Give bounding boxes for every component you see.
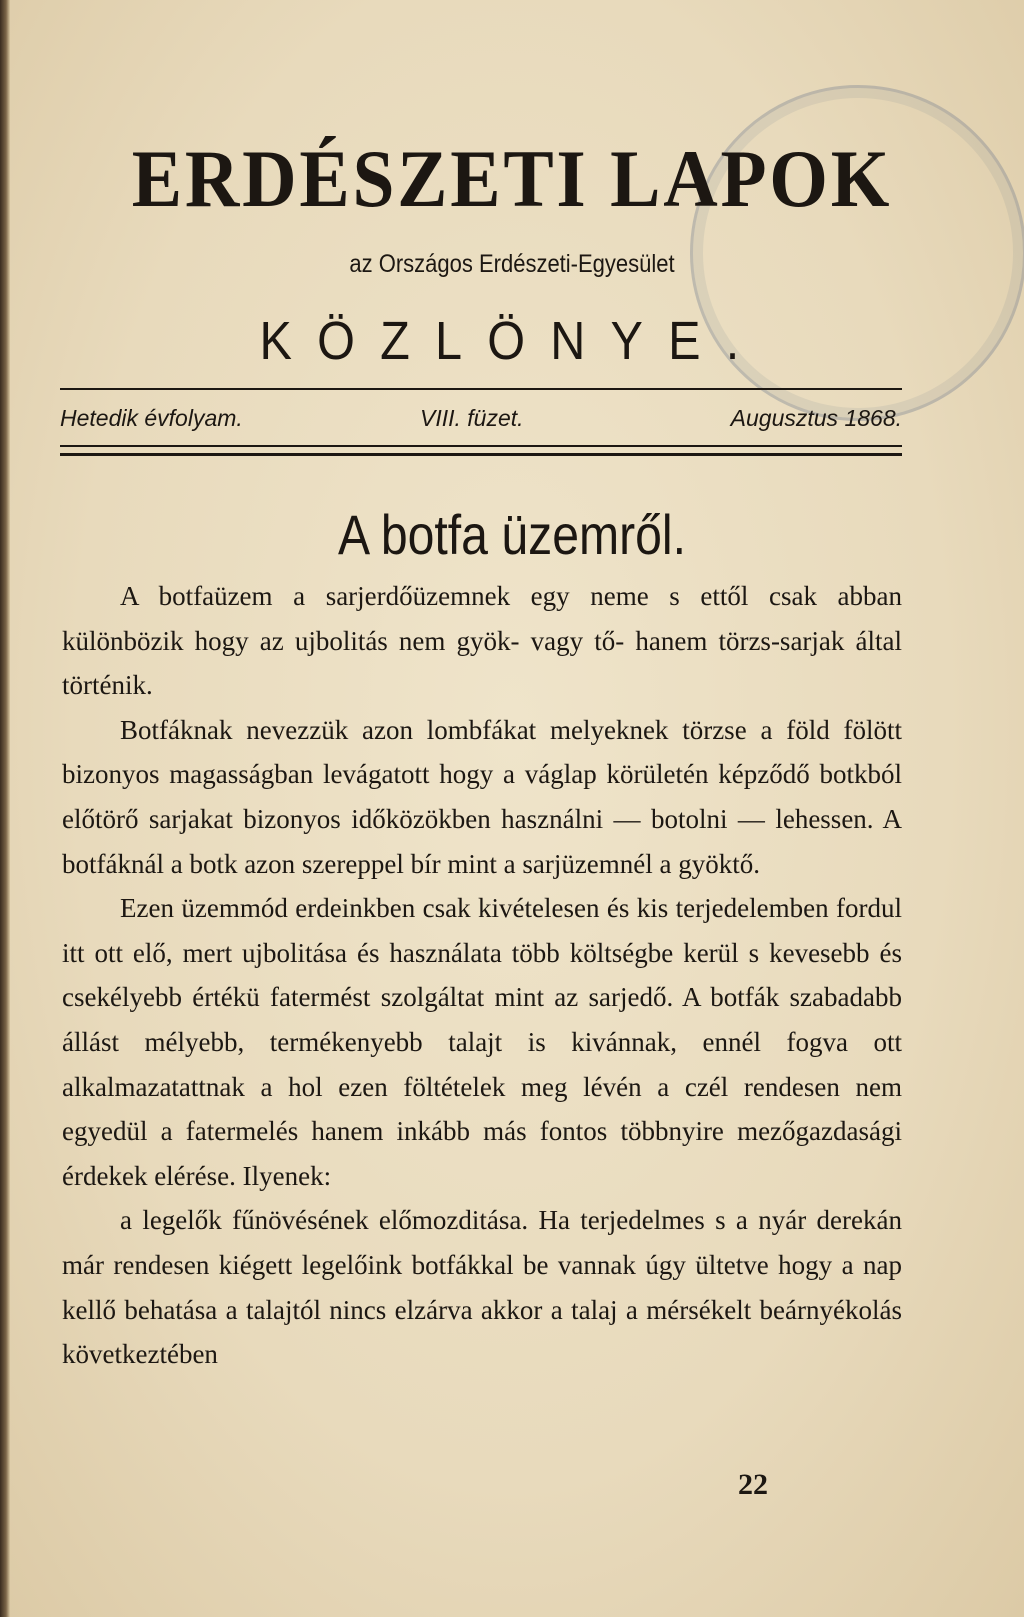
header-rule-top: [60, 388, 902, 390]
journal-kozlonye: KÖZLÖNYE.: [259, 311, 765, 371]
article-title: A botfa üzemről.: [337, 503, 687, 566]
journal-title: ERDÉSZETI LAPOK: [131, 133, 893, 224]
book-spine-edge: [0, 0, 10, 1617]
issue-info-line: [60, 405, 902, 439]
header-rule-bottom: [60, 445, 902, 456]
issue-volume: Hetedik évfolyam.: [60, 405, 243, 431]
paragraph: Ezen üzemmód erdeinkben csak kivételesen és kis terjedelemben fordul itt ott elő, mert ujbolitása és használata több költségbe kerül s kevesebb és csekélyebb értékü fatermést szolgáltat mint az sarjedő. A botfák szabadabb állást mélyebb, termékenyebb talajt is kivánnak, ennél fogva ott alkalmazatattnak a hol ezen föltételek meg lévén a czél rendesen nem egyedül a fatermelés hanem inkább más fontos többnyire mezőgazdasági érdekek elérése. Ilyenek:: [62, 893, 902, 1191]
issue-date: Augusztus 1868.: [730, 405, 902, 431]
page-number: 22: [738, 1468, 768, 1501]
paragraph: A botfaüzem a sarjerdőüzemnek egy neme s ettől csak abban különbözik hogy az ujbolitás nem gyök- vagy tő- hanem törzs-sarjak által történik.: [62, 581, 902, 701]
paragraph: Botfáknak nevezzük azon lombfákat melyeknek törzse a föld fölött bizonyos magasságban levágatott hogy a váglap körületén képződő botkból előtörő sarjakat bizonyos időközökben használni — botolni — lehessen. A botfáknál a botk azon szereppel bír mint a sarjüzemnél a gyöktő.: [62, 714, 902, 879]
issue-number: VIII. füzet.: [420, 405, 524, 431]
journal-subtitle: az Országos Erdészeti-Egyesület: [349, 250, 675, 278]
article-body: [62, 574, 902, 1377]
paragraph: a legelők fűnövésének előmozditása. Ha terjedelmes s a nyár derekán már rendesen kiégett legelőink botfákkal be vannak úgy ültetve hogy a nap kellő behatása a talajtól nincs elzárva akkor a talaj a mérsékelt beárnyékolás következtében: [62, 1205, 902, 1370]
